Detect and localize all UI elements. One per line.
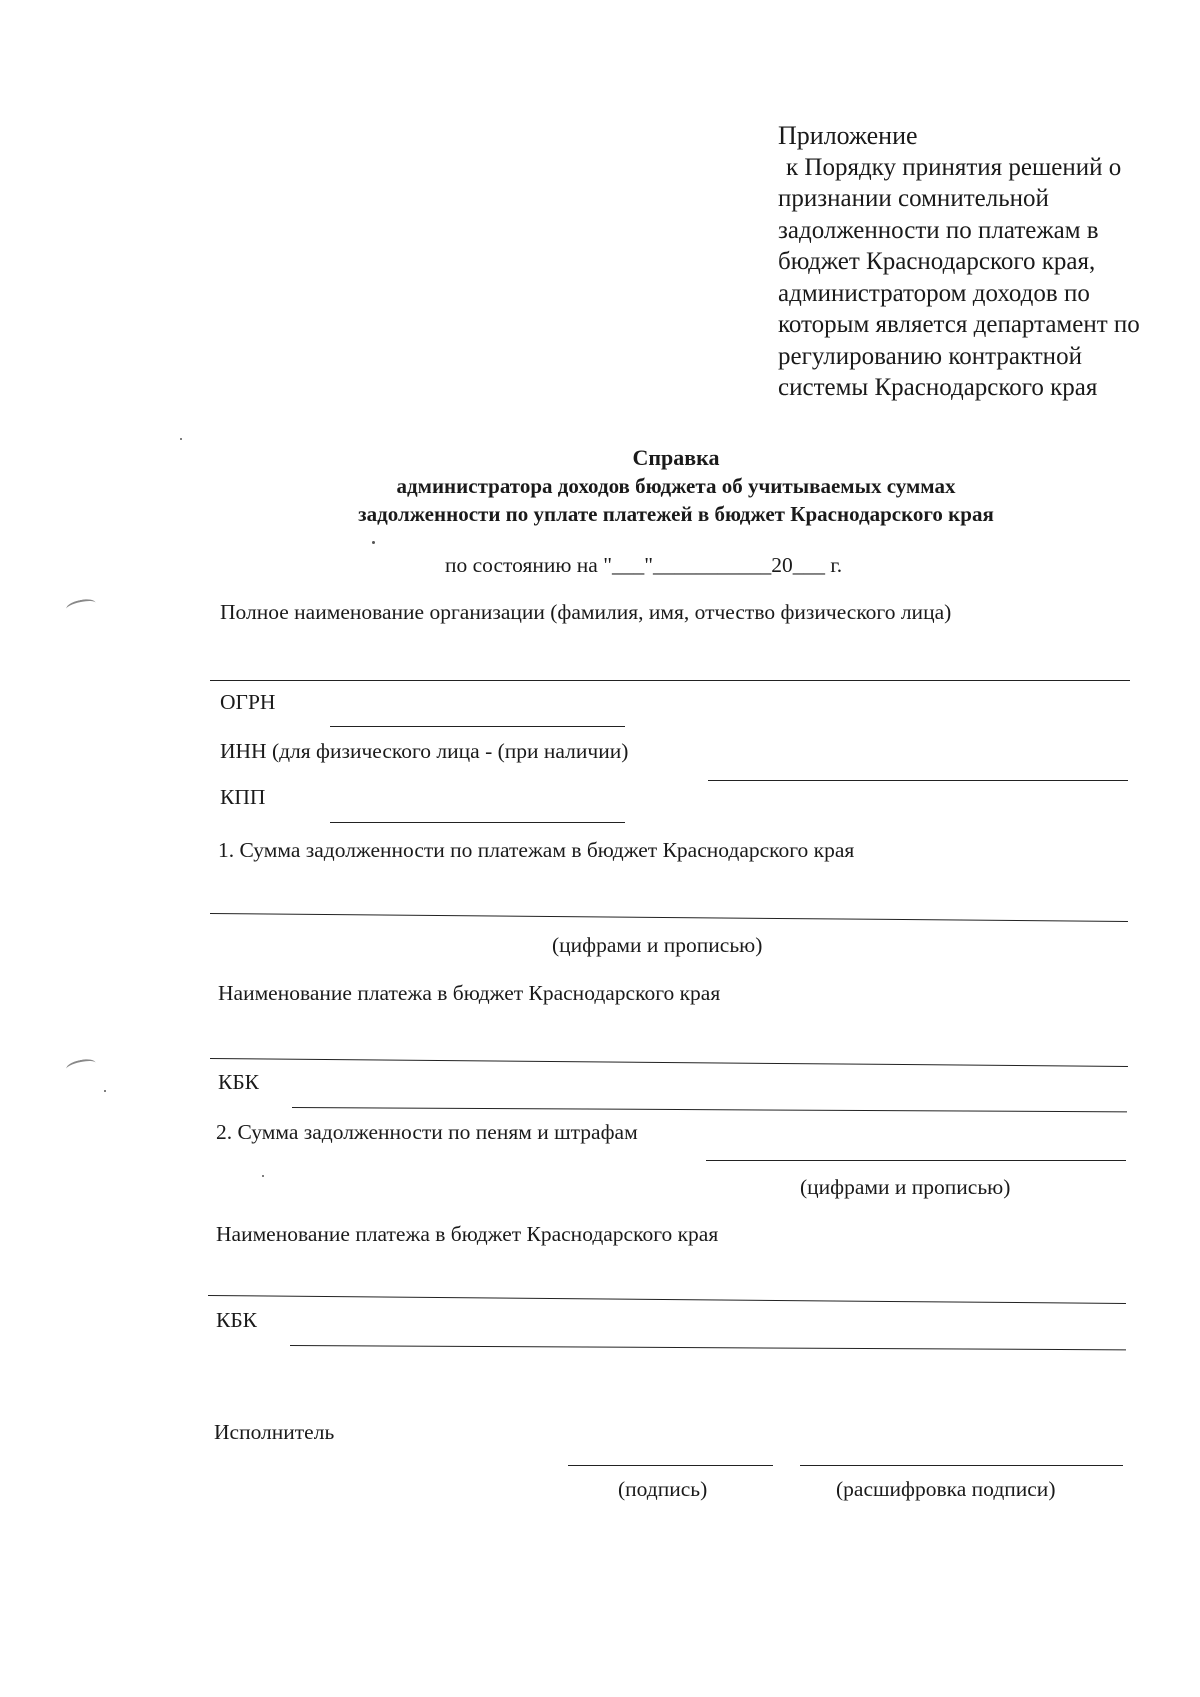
- signature-decoding-line[interactable]: [800, 1465, 1123, 1466]
- appendix-line: к Порядку принятия решений о: [786, 153, 1122, 181]
- scan-artifact: [65, 597, 97, 615]
- date-line: по состоянию на "___"___________20___ г.: [445, 553, 843, 577]
- penalty-sum-hint: (цифрами и прописью): [800, 1175, 1011, 1199]
- org-name-line[interactable]: [210, 680, 1130, 681]
- appendix-block: [778, 120, 1140, 404]
- inn-line[interactable]: [708, 780, 1128, 781]
- payment-name-label-1: Наименование платежа в бюджет Краснодарского края: [218, 981, 721, 1005]
- appendix-line: признании сомнительной: [778, 185, 1049, 212]
- scan-artifact: [262, 1175, 264, 1177]
- appendix-title: Приложение: [778, 121, 918, 150]
- appendix-line: регулированию контрактной: [778, 342, 1082, 370]
- signature-line[interactable]: [568, 1465, 773, 1466]
- appendix-line: системы Краснодарского края: [778, 374, 1098, 401]
- debt-sum-line[interactable]: [210, 913, 1128, 922]
- ogrn-label: ОГРН: [220, 690, 276, 714]
- executor-label: Исполнитель: [214, 1420, 335, 1444]
- debt-sum-hint: (цифрами и прописью): [552, 933, 763, 957]
- kpp-label: КПП: [220, 785, 266, 809]
- scan-artifact: [104, 1090, 106, 1092]
- payment-name-label-2: Наименование платежа в бюджет Краснодарского края: [216, 1222, 719, 1246]
- payment-name-line-2[interactable]: [208, 1295, 1126, 1304]
- title-line-1: Справка: [632, 445, 720, 470]
- ogrn-line[interactable]: [330, 726, 625, 727]
- kbk-line-2[interactable]: [290, 1345, 1126, 1350]
- inn-label: ИНН (для физического лица - (при наличии): [220, 739, 629, 763]
- appendix-line: которым является департамент по: [778, 311, 1140, 338]
- signature-hint: (подпись): [618, 1477, 708, 1501]
- debt-sum-label: 1. Сумма задолженности по платежам в бюджет Краснодарского края: [218, 838, 855, 862]
- scan-artifact: [372, 541, 375, 544]
- scan-artifact: [65, 1057, 97, 1075]
- title-line-2: администратора доходов бюджета об учитываемых суммах: [396, 474, 956, 498]
- kpp-line[interactable]: [330, 822, 625, 823]
- appendix-line: администратором доходов по: [778, 279, 1090, 307]
- kbk-line-1[interactable]: [292, 1107, 1127, 1112]
- kbk-label-2: КБК: [216, 1308, 258, 1332]
- document-title: [0, 444, 1200, 528]
- penalty-sum-line[interactable]: [706, 1160, 1126, 1161]
- scan-artifact: [180, 438, 182, 440]
- org-name-label: Полное наименование организации (фамилия, имя, отчество физического лица): [220, 600, 952, 624]
- appendix-line: задолженности по платежам в: [778, 216, 1099, 244]
- kbk-label-1: КБК: [218, 1070, 260, 1094]
- penalty-sum-label: 2. Сумма задолженности по пеням и штрафам: [216, 1120, 638, 1144]
- decoding-hint: (расшифровка подписи): [836, 1477, 1056, 1501]
- payment-name-line-1[interactable]: [210, 1058, 1128, 1067]
- appendix-line: бюджет Краснодарского края,: [778, 248, 1096, 275]
- title-line-3: задолженности по уплате платежей в бюджет Краснодарского края: [358, 502, 994, 526]
